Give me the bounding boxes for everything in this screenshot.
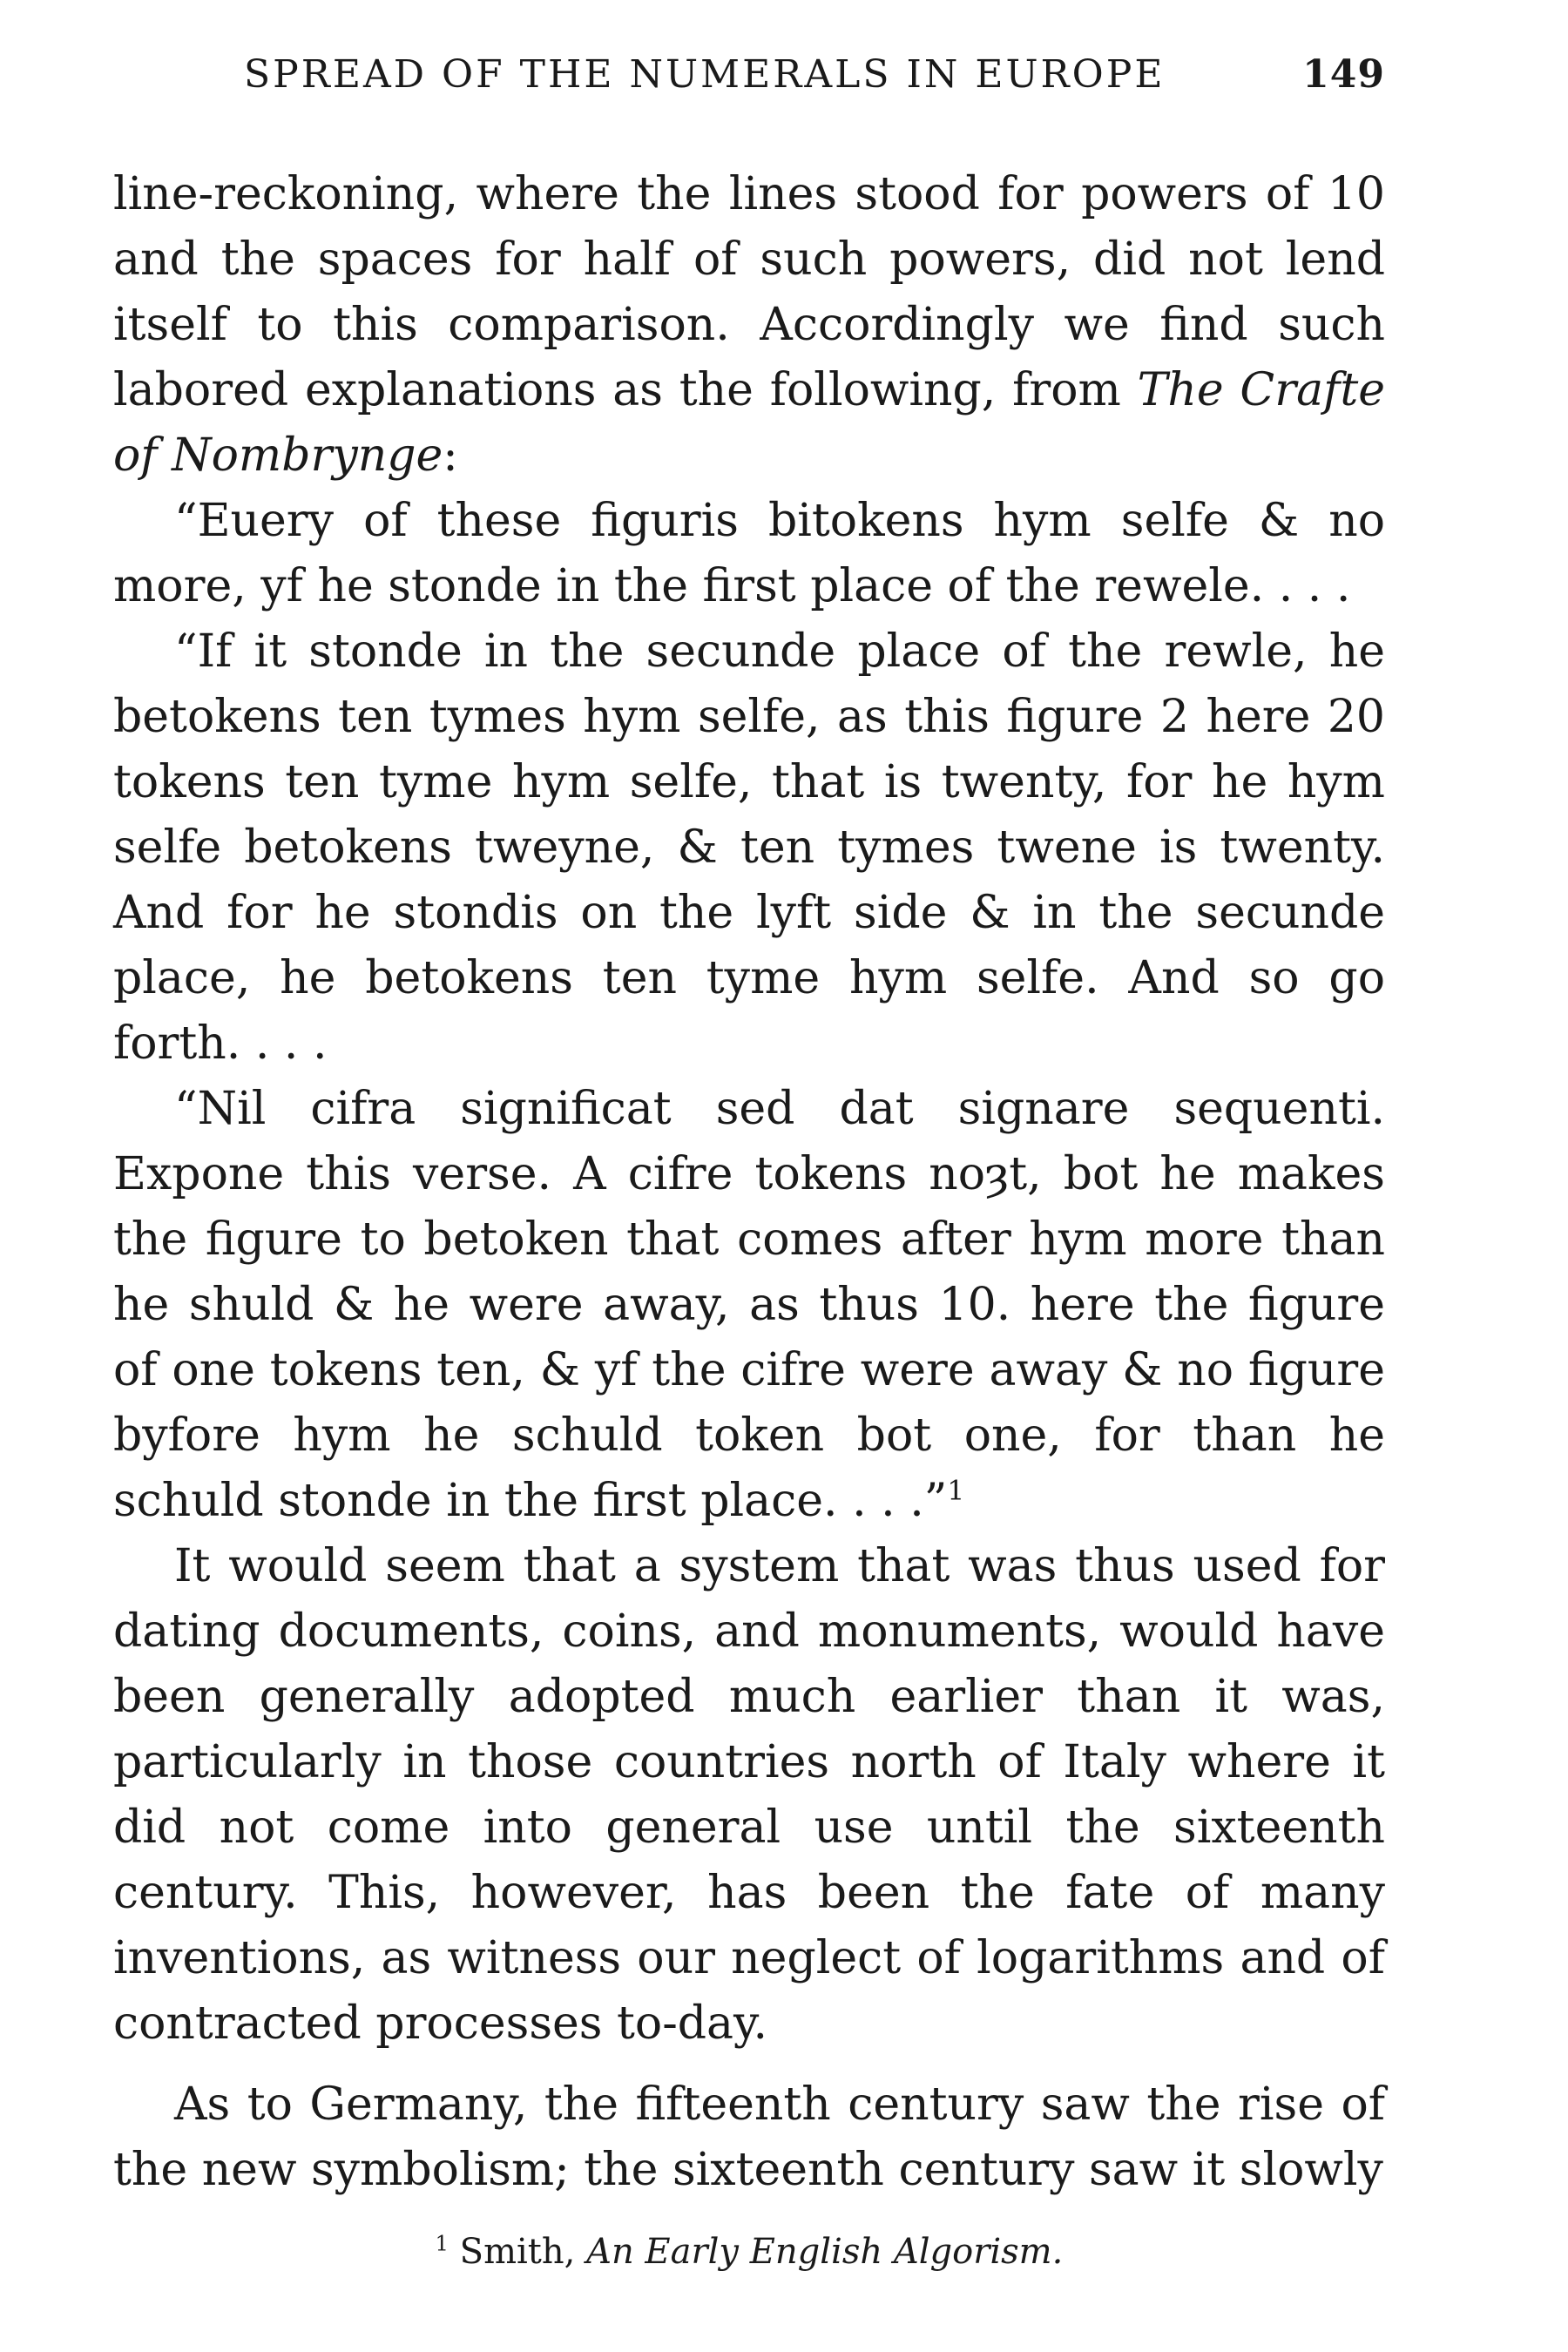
quotation-paragraph-2: “If it stonde in the secunde place of the rewle, he betokens ten tymes hym selfe, as this figure 2 here 20 tokens ten tyme hym selfe, that is twenty, for he hym selfe betokens tweyne, & ten tymes twene is twenty. And for he stondis on the lyft side & in the secunde place, he betokens ten tyme hym selfe. And so go forth. . . . — [113, 625, 1385, 1070]
body-text — [113, 162, 1385, 2203]
paragraph-5: It would seem that a system that was thus used for dating documents, coins, and monuments, would have been generally adopted much earlier than it was, particularly in those countries north of Italy where it did not come into general use until the sixteenth century. This, however, has been the fate of many inventions, as witness our neglect of logarithms and of contracted processes to-day. — [113, 1540, 1385, 2050]
footnote-author: Smith, — [459, 2232, 587, 2272]
quotation-paragraph-1: “Euery of these figuris bitokens hym selfe & no more, yf he stonde in the first place of the rewele. . . . — [113, 495, 1385, 612]
quotation-paragraph-3 — [113, 1077, 1385, 1534]
footnote-reference: 1 — [947, 1475, 965, 1507]
book-page — [113, 52, 1385, 2276]
quotation-paragraph-3-text: “Nil cifra significat sed dat signare sequenti. Expone this verse. A cifre tokens noȝt, bot he makes the figure to betoken that comes after hym more than he shuld & he were away, as thus 10. here the figure of one tokens ten, & yf the cifre were away & no figure byfore hym he schuld token bot one, for than he schuld stonde in the first place. . . .” — [113, 1083, 1385, 1527]
paragraph-6: As to Germany, the fifteenth century saw the rise of the new symbolism; the sixteenth century saw it slowly — [113, 2078, 1385, 2196]
footnote-title: An Early English Algorism. — [586, 2232, 1064, 2272]
footnote-marker: 1 — [435, 2231, 449, 2256]
footnote — [113, 2227, 1385, 2276]
paragraph-1-text: line-reckoning, where the lines stood for powers of 10 and the spaces for half of such powers, did not lend itself to this comparison. Accordingly we find such labored explanations as the following, from — [113, 168, 1385, 416]
paragraph-1 — [113, 162, 1385, 489]
paragraph-1-end: : — [443, 429, 458, 482]
cited-work-title: The Crafte of Nombrynge — [113, 364, 1385, 482]
running-title: SPREAD OF THE NUMERALS IN EUROPE — [244, 52, 1166, 97]
page-number: 149 — [1302, 52, 1385, 97]
running-head — [244, 52, 1385, 131]
